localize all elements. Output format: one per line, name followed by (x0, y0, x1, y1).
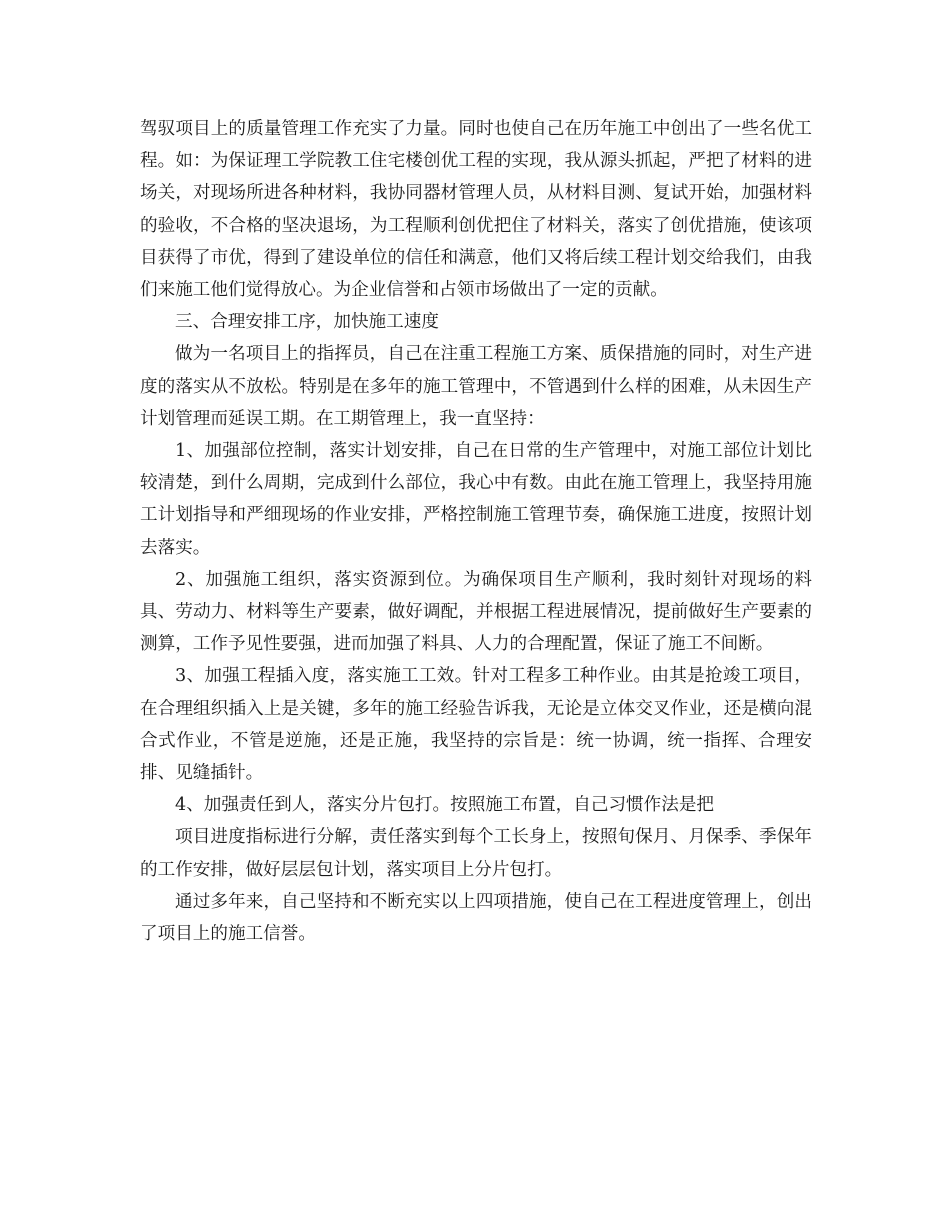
paragraph-item-2: 2、加强施工组织，落实资源到位。为确保项目生产顺利，我时刻针对现场的料具、劳动力、材料等生产要素，做好调配，并根据工程进展情况，提前做好生产要素的测算，工作予见性要强，进而加强了料具、人力的合理配置，保证了施工不间断。 (140, 569, 812, 655)
paragraph-item-3: 3、加强工程插入度，落实施工工效。针对工程多工种作业。由其是抢竣工项目，在合理组织插入上是关键，多年的施工经验告诉我，无论是立体交叉作业，还是横向混合式作业，不管是逆施，还是正施，我坚持的宗旨是：统一协调，统一指挥、合理安排、见缝插针。 (140, 666, 812, 784)
paragraph-item-4-continued: 项目进度指标进行分解，责任落实到每个工长身上，按照旬保月、月保季、季保年的工作安排，做好层层包计划，落实项目上分片包打。 (140, 827, 812, 880)
paragraph-item-1: 1、加强部位控制，落实计划安排，自己在日常的生产管理中，对施工部位计划比较清楚，到什么周期，完成到什么部位，我心中有数。由此在施工管理上，我坚持用施工计划指导和严细现场的作业安排，严格控制施工管理节奏，确保施工进度，按照计划去落实。 (140, 441, 812, 558)
paragraph-conclusion: 通过多年来，自己坚持和不断充实以上四项措施，使自己在工程进度管理上，创出了项目上的施工信誉。 (140, 891, 812, 945)
paragraph-continuation: 驾驭项目上的质量管理工作充实了力量。同时也使自己在历年施工中创出了一些名优工程。如：为保证理工学院教工住宅楼创优工程的实现，我从源头抓起，严把了材料的进场关，对现场所进各种材料，我协同器材管理人员，从材料目测、复试开始，加强材料的验收，不合格的坚决退场，为工程顺利创优把住了材料关，落实了创优措施，使该项目获得了市优，得到了建设单位的信任和满意，他们又将后续工程计划交给我们，由我们来施工他们觉得放心。为企业信誉和占领市场做出了一定的贡献。 (140, 119, 812, 301)
paragraph-item-4: 4、加强责任到人，落实分片包打。按照施工布置，自己习惯作法是把 (175, 795, 715, 816)
paragraph-intro: 做为一名项目上的指挥员，自己在注重工程施工方案、质保措施的同时，对生产进度的落实从不放松。特别是在多年的施工管理中，不管遇到什么样的困难，从未因生产计划管理而延误工期。在工期管理上，我一直坚持： (140, 344, 812, 429)
section-heading: 三、合理安排工序，加快施工速度 (175, 312, 439, 333)
document-body (140, 113, 812, 950)
